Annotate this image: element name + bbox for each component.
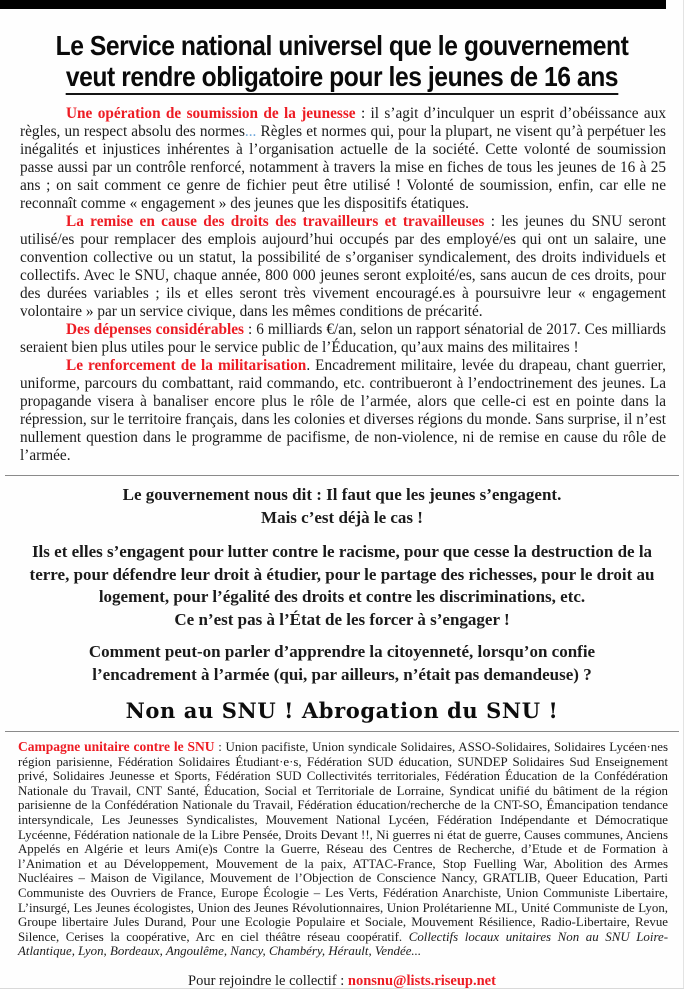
campaign-local-collectives: Collectifs locaux unitaires Non au SNU Loire-Atlantique, Lyon, Bordeaux, Angoulême, Nancy, Chambéry, Hérault, Vendée...: [18, 929, 668, 959]
separator-rule-top: [5, 475, 679, 476]
paragraph-soumission-text-b: Règles et normes qui, pour la plupart, ne visent qu’à perpétuer les inégalités et injustices inhérentes à l’organisation actuelle de la société. Cette volonté de soumission passe aussi par un contrôle renforcé, notamment à travers la mise en fiches de tous les jeunes de 16 à 25 ans ; on sait comment ce genre de fichier peut être utilisé ! Volonté de soumission, enfin, car elle ne reconnaît comme « engagement » des jeunes que les dispositifs étatiques.: [20, 123, 666, 212]
paragraph-militarisation-lead: Le renforcement de la militarisation: [66, 357, 307, 374]
campaign-lead: Campagne unitaire contre le SNU: [18, 739, 215, 754]
contact-email-link[interactable]: nonsnu@lists.riseup.net: [347, 972, 496, 989]
paragraph-soumission: [20, 105, 666, 213]
statement-engagement-final: Ce n’est pas à l’État de les forcer à s’engager !: [174, 609, 510, 629]
paragraph-soumission-ellipsis: ...: [244, 123, 257, 140]
statement-engagement-body: Ils et elles s’engagent pour lutter contre le racisme, pour que cesse la destruction de la terre, pour défendre leur droit à étudier, pour le partage des richesses, pour le droit au logement, pour l’égalité des droits et contre les discriminations, etc.: [29, 542, 655, 606]
page-title: [50, 30, 634, 95]
top-black-bar: [0, 0, 666, 9]
paragraph-militarisation: [20, 357, 666, 465]
paragraph-depenses-text: : 6 milliards €/an, selon un rapport sénatorial de 2017. Ces milliards seraient bien plus utiles pour le service public de l’Éducation, qu’aux mains des militaires !: [20, 321, 666, 356]
slogan-non-au-snu: Non au SNU ! Abrogation du SNU !: [125, 698, 559, 723]
contact-label: Pour rejoindre le collectif :: [188, 972, 348, 989]
paragraph-militarisation-text: . Encadrement militaire, levée du drapeau, chant guerrier, uniforme, parcours du combattant, raid commando, etc. contribueront à l’endoctrinement des jeunes. La propagande visera à banaliser encore plus le rôle de l’armée, alors que celle-ci est en pointe dans la répression, sur le territoire français, dans les colonies et diverses régions du monde. Sans surprise, il n’est nullement question dans le programme de pacifisme, de non-violence, ni de remise en cause du rôle de l’armée.: [20, 357, 666, 464]
paragraph-depenses-lead: Des dépenses considérables: [66, 321, 244, 338]
paragraph-soumission-lead: Une opération de soumission de la jeunesse: [66, 105, 356, 122]
campaign-paragraph: [18, 740, 668, 959]
contact-line: [0, 973, 684, 989]
statement-gouvernement: [24, 484, 660, 529]
paragraph-soumission-text-a: : il s’agit d’inculquer un esprit d’obéissance aux règles, un respect absolu des normes: [20, 105, 666, 140]
paragraph-droits-text: : les jeunes du SNU seront utilisé/es pour remplacer des emplois aujourd’hui occupés par des employé/es qui ont un salaire, une convention collective ou un statut, la possibilité de s’organiser syndicalement, des droits individuels et collectifs. Avec le SNU, chaque année, 800 000 jeunes seront exploité/es, sans aucun de ces droits, pour des durées variables ; ils et elles seront très vivement encouragé.es à poursuivre leur « engagement volontaire » par un service civique, dans les mêmes conditions de précarité.: [20, 213, 666, 320]
page-title-line1: Le Service national universel que le gouvernement: [55, 30, 629, 61]
campaign-signatories: : Union pacifiste, Union syndicale Solidaires, ASSO-Solidaires, Solidaires Lycéen·nes région parisienne, Fédération Solidaires Étudiant·e·s, Fédération SUD éducation, SUNDEP Solidaires Sud Enseignement privé, Solidaires Jeunesse et Sports, Fédération SUD Collectivités territoriales, Fédération Éducation de la Confédération Nationale du Travail, CNT Santé, Éducation, Social et Territoriale de Lorraine, Syndicat unifié du bâtiment de la région parisienne de la Confédération Nationale du Travail, Fédération éducation/recherche de la CNT-SO, Émancipation tendance intersyndicale, Les Jeunesses Syndicalistes, Mouvement National Lycéen, Fédération Indépendante et Démocratique Lycéenne, Fédération nationale de la Libre Pensée, Droits Devant !!, Ni guerres ni état de guerre, Causes communes, Anciens Appelés en Algérie et leurs Ami(e)s Contre la Guerre, Réseau des Centres de Recherche, d’Etude et de Formation à l’Animation et au Développement, Mouvement de la paix, ATTAC-France, Stop Fuelling War, Abolition des Armes Nucléaires – Maison de Vigilance, Mouvement de l’Objection de Conscience Nancy, GRATLIB, Queer Education, Parti Communiste des Ouvriers de France, Europe Écologie – Les Verts, Fédération Anarchiste, Union Communiste Libertaire, L’insurgé, Les Jeunes écologistes, Union des Jeunes Révolutionnaires, Union Prolétarienne ML, Unité Communiste de Lyon, Groupe libertaire Jules Durand, Pour une Ecologie Populaire et Sociale, Mouvement Résilience, Radio-Libertaire, Revue Silence, Cerises la coopérative, Arc en ciel théâtre réseau coopératif.: [18, 740, 668, 944]
statement-citoyennete: [40, 641, 644, 686]
paragraph-droits-lead: La remise en cause des droits des travailleurs et travailleuses: [66, 213, 485, 230]
page-title-line2: veut rendre obligatoire pour les jeunes de 16 ans: [66, 61, 618, 95]
statement-engagement: [24, 541, 660, 631]
statement-citoyennete-body: Comment peut-on parler d’apprendre la citoyenneté, lorsqu’on confie l’encadrement à l’armée (qui, par ailleurs, n’était pas demandeuse) ?: [88, 642, 596, 684]
statement-gouvernement-line1: Le gouvernement nous dit : Il faut que les jeunes s’engagent.: [122, 485, 562, 504]
separator-rule-bottom: [5, 731, 679, 732]
statement-gouvernement-line2: Mais c’est déjà le cas !: [261, 507, 423, 527]
paragraph-droits: [20, 213, 666, 321]
paragraph-depenses: [20, 321, 666, 357]
